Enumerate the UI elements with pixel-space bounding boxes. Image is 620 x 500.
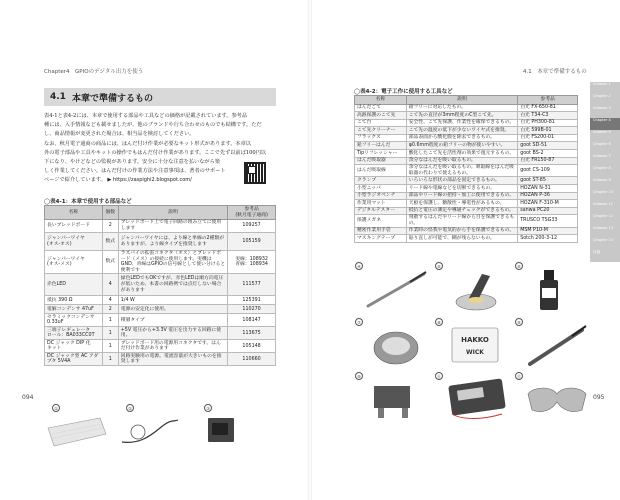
svg-text:HAKKO: HAKKO <box>461 336 489 344</box>
table-cell-ref: sanwa PC20 <box>518 207 578 215</box>
table-cell-desc: 貼り直しが可能で、糊が残らないもの。 <box>406 235 517 243</box>
table-cell-qty: 1 <box>102 353 118 366</box>
table-row <box>45 305 276 314</box>
photo-number: ⑪ <box>437 374 441 379</box>
flux-bottle-photo <box>522 266 582 314</box>
photo-number: ⑥ <box>515 262 523 270</box>
chapter-tab: Chapter 4 <box>590 118 620 130</box>
table-cell-name: 保護メガネ <box>355 215 407 227</box>
table-row <box>45 233 276 251</box>
table-row <box>45 340 276 353</box>
table-cell-name: マスキングテープ <box>355 235 407 243</box>
table-cell-name: はんだ吸取線 <box>355 165 407 177</box>
paragraph-line: 外の電子部品や工具やキットの操作でもはんだ付け作業があります。ここで先ず以前ば100円以 <box>44 149 267 156</box>
photo-number: ⑨ <box>515 318 523 326</box>
table-cell-name: こて台 <box>355 119 407 127</box>
table-row <box>355 177 578 185</box>
table-row <box>45 251 276 274</box>
table-cell-desc: 余分なはんだを吸い取るもの。吸取線をはんだ吸取器の代わりで使えるもの。 <box>406 165 517 177</box>
page-number-left: 094 <box>22 394 34 401</box>
table-cell-desc: 1/4 W <box>118 296 227 305</box>
table-cell-ref: 125391 <box>228 296 276 305</box>
table-cell-name: 小型ラジオペンチ <box>355 192 407 200</box>
col-header: 名称 <box>45 206 103 220</box>
table-cell-ref: 実線：108932 青線：108934 <box>228 251 276 274</box>
table-cell-desc: 抵抗と電圧の測定や導通チェックができるもの。 <box>406 207 517 215</box>
photo-number: ② <box>126 404 134 412</box>
table-row <box>355 215 578 227</box>
table-row <box>355 200 578 208</box>
table-cell-ref: goot BS-2 <box>518 150 578 158</box>
table-cell-name: 抵抗 390 Ω <box>45 296 103 305</box>
table-cell-qty: 2 <box>102 220 118 233</box>
table-cell-desc: φ0.6mm程度の鉛フリーの物が使いやすい。 <box>406 142 517 150</box>
table-cell-ref: 白光 599B-01 <box>518 127 578 135</box>
photo-number: ③ <box>204 404 212 412</box>
section-title: 本章で準備するもの <box>72 93 154 104</box>
desoldering-wick-photo <box>442 322 512 370</box>
table-row <box>355 235 578 243</box>
paragraph-line: 種には、入手情報なども載せましたが、他のブランドや行ち合わせのものでも結構です。ただ <box>44 122 262 129</box>
safety-glasses-photo <box>522 376 592 424</box>
table-cell-desc: 電源の安定化に使用。 <box>118 305 227 314</box>
table-cell-name: 電解コンデンサ 47uF <box>45 305 103 314</box>
paragraph-line: なお、秋月電子通商の商品には、はんだ付け作業が必要なキット形式があります。本章以 <box>44 140 251 147</box>
col-header: 名称 <box>355 96 407 105</box>
photo-number: ⑫ <box>517 374 521 379</box>
table-cell-name: デジタルテスター <box>355 207 407 215</box>
table-cell-name: 高熱保護のこて先 <box>355 112 407 120</box>
col-header: 個数 <box>102 206 118 220</box>
table-cell-name: はんだ吸取器 <box>355 157 407 165</box>
table-cell-name: DC ジャック DIP 化 キット <box>45 340 103 353</box>
intro-text <box>44 112 276 186</box>
photo-number: ④ <box>355 262 363 270</box>
table-row <box>45 353 276 366</box>
multimeter-photo <box>442 376 512 424</box>
chapter-tab: Chapter 3 <box>590 106 620 118</box>
table-row <box>45 314 276 327</box>
table-cell-ref: 108147 <box>228 314 276 327</box>
table-cell-ref: 105148 <box>228 340 276 353</box>
svg-text:WICK: WICK <box>466 349 484 356</box>
table-row <box>355 185 578 193</box>
table-cell-name: はんだごて <box>355 104 407 112</box>
table-cell-qty: 2 <box>102 305 118 314</box>
paragraph-line: しく作業してください。はんだ付けの作業方法や注意事項は、著者のサポート <box>44 168 226 175</box>
photo-number: ⑦ <box>355 318 363 326</box>
table-cell-desc: 部品表面から酸化膜を除去できるもの。 <box>406 134 517 142</box>
table-row <box>355 227 578 235</box>
tools-table <box>354 95 578 243</box>
table-cell-qty: 4 <box>102 274 118 296</box>
table-cell-name: 赤色LED <box>45 274 103 296</box>
jumper-wire-photo <box>118 414 182 448</box>
table-cell-ref: 白光 FR150-87 <box>518 157 578 165</box>
soldering-iron-tip-photo <box>362 266 432 314</box>
table-cell-qty: 数式 <box>102 251 118 274</box>
table-cell-desc: 安全性、こて先保護、作業性を確保できるもの。 <box>406 119 517 127</box>
table-cell-name: 三端子レギュレータ ロール：BA033CC0T <box>45 327 103 340</box>
chapter-tab: Chapter 1 <box>590 82 620 94</box>
table-row <box>355 127 578 135</box>
qr-code <box>244 162 266 184</box>
table-cell-name: 作業用マット <box>355 200 407 208</box>
section-number: 4.1 <box>50 92 66 102</box>
table-cell-desc: 酸化したこて先を活性剤の効果で復元するもの。 <box>406 150 517 158</box>
table-row <box>355 150 578 158</box>
table-cell-desc: 鉛フリーに対応したもの。 <box>406 104 517 112</box>
table-cell-name: 長いブレッドボード <box>45 220 103 233</box>
photo-number: ⑩ <box>355 372 363 380</box>
table-row <box>355 112 578 120</box>
chapter-tab: Chapter 11 <box>590 202 620 214</box>
table-cell-ref: MSM P10-M <box>518 227 578 235</box>
photo-number: ⑧ <box>435 318 443 326</box>
table-row <box>355 165 578 177</box>
chapter-tab: Chapter 6 <box>590 142 620 154</box>
table-cell-desc: 作業時の怪我や電気的から手を保護できるもの。 <box>406 227 517 235</box>
col-header: 説明 <box>118 206 227 220</box>
chapter-tab: Chapter 8 <box>590 166 620 178</box>
table-row <box>355 142 578 150</box>
table-row <box>355 192 578 200</box>
photo-number: ① <box>52 404 60 412</box>
table-cell-desc: 余分なはんだを吸い取るもの。 <box>406 157 517 165</box>
table-cell-desc: 飛散するはんだやリード線から目を保護できるもの。 <box>406 215 517 227</box>
running-header-right: 4.1 本章で準備するもの <box>523 69 587 75</box>
table-cell-ref: 110660 <box>228 353 276 366</box>
table-cell-desc: +5V 電圧から+3.3V 電圧を出力する回路に使用。 <box>118 327 227 340</box>
chapter-tab: Chapter 5 <box>590 130 620 142</box>
table-cell-name: ジャンパーワイヤ (オス-メス) <box>45 251 103 274</box>
table-row <box>355 119 578 127</box>
table-row <box>45 274 276 296</box>
clamp-photo <box>362 376 432 424</box>
col-header: 参考品 <box>518 96 578 105</box>
table-caption-1: ◯表4-1：本章で使用する部品など <box>44 199 132 205</box>
table-cell-ref: 白光 FS200-01 <box>518 134 578 142</box>
tip-refresher-photo <box>362 322 432 370</box>
page-number-right: 095 <box>593 394 605 401</box>
table-cell-ref: HOZAN P-36 <box>518 192 578 200</box>
table-row <box>45 220 276 233</box>
table-cell-desc: 緑色LEDでもOKですが、赤色LEDは順方向電圧が低いため、本書の回路例では点灯しない場合があります <box>118 274 227 296</box>
table-cell-name: Tipリフレッシャー <box>355 150 407 158</box>
support-url[interactable]: https://zaspighi2.blogspot.com/ <box>113 177 192 184</box>
paragraph-line: し、商品情報が変更された場合は、相当品を検討してください。 <box>44 131 195 138</box>
table-cell-qty: 1 <box>102 327 118 340</box>
table-cell-ref: 110270 <box>228 305 276 314</box>
table-cell-name: ジャンパーワイヤ (オス-オス) <box>45 233 103 251</box>
table-row <box>355 157 578 165</box>
table-cell-name: 鉛フリーはんだ <box>355 142 407 150</box>
chapter-tab: Chapter 2 <box>590 94 620 106</box>
table-cell-ref: Sotch 200-3-12 <box>518 235 578 243</box>
table-cell-qty: 1 <box>102 340 118 353</box>
table-cell-desc: 回路実験用の電源。電流容量が大きいものを推奨します <box>118 353 227 366</box>
table-cell-desc: 部品やリード線の把持・加工に使用できるもの。 <box>406 192 517 200</box>
table-cell-ref: 109257 <box>228 220 276 233</box>
paragraph-line: 表4-1と表4-2には、本章で使用する部品や工具などの価格が記載されています。参考品 <box>44 113 248 119</box>
table-cell-ref: HOZAN F-310-M <box>518 200 578 208</box>
col-header: 参考品 (秋月電子通商) <box>228 206 276 220</box>
table-cell-ref: 111577 <box>228 274 276 296</box>
table-cell-ref: goot SD-51 <box>518 142 578 150</box>
table-cell-name: 小型ニッパ <box>355 185 407 193</box>
table-cell-ref: 113675 <box>228 327 276 340</box>
breadboard-photo <box>44 414 108 448</box>
desoldering-pump-photo <box>522 322 592 370</box>
table-row <box>355 134 578 142</box>
table-cell-ref: 白光 T34-C3 <box>518 112 578 120</box>
table-cell-desc: ブレッドボード上で電子回路の組み立てに使用します <box>118 220 227 233</box>
table-cell-desc: 積層タイプ <box>118 314 227 327</box>
chapter-tab: Chapter 9 <box>590 178 620 190</box>
chapter-tab: Chapter 7 <box>590 154 620 166</box>
table-cell-name: 精密作業用手袋 <box>355 227 407 235</box>
table-cell-name: フラックス <box>355 134 407 142</box>
table-cell-desc: 天板を保護し、糖散性・導電性があるもの。 <box>406 200 517 208</box>
paragraph-line: ページで紹介しています。 ▶ https://zaspighi2.blogspot.com/ <box>44 177 192 184</box>
table-cell-ref: 105159 <box>228 233 276 251</box>
photo-number: ⑤ <box>435 262 443 270</box>
table-cell-name: DC ジャック型 AC アダ プタ 5V4A <box>45 353 103 366</box>
table-cell-name: クランプ <box>355 177 407 185</box>
table-caption-2: ◯表4-2：電子工作に使用する工具など <box>354 89 453 95</box>
table-cell-ref: TRUSCO TSG33 <box>518 215 578 227</box>
chapter-tab: Chapter 10 <box>590 190 620 202</box>
table-cell-desc: ジャンパーワイヤには、より線と単線の2種類がありますが、より線タイプを推奨します <box>118 233 227 251</box>
table-row <box>355 104 578 112</box>
table-cell-desc: いろいろな形状の部品を固定できるもの。 <box>406 177 517 185</box>
section-heading <box>44 88 276 106</box>
table-cell-qty: 数式 <box>102 233 118 251</box>
table-cell-desc: リード線や電線などを切断できるもの。 <box>406 185 517 193</box>
dc-jack-photo <box>198 414 248 448</box>
chapter-tabs <box>590 82 620 262</box>
right-page <box>310 0 620 500</box>
chapter-tab: 付録 <box>590 250 620 262</box>
table-cell-name: こて先クリーナー <box>355 127 407 135</box>
chapter-tab: Chapter 13 <box>590 226 620 238</box>
chapter-tab: Chapter 14 <box>590 238 620 250</box>
table-cell-qty: 1 <box>102 314 118 327</box>
table-cell-ref: 白光 FX-650-81 <box>518 104 578 112</box>
table-cell-qty: 4 <box>102 296 118 305</box>
table-row <box>45 327 276 340</box>
table-cell-ref: goot CS-109 <box>518 165 578 177</box>
table-row <box>45 296 276 305</box>
table-cell-ref: goot ST-85 <box>518 177 578 185</box>
table-cell-desc: ラズパイの拡張コネクタ（オス）とブレッドボード（メス）の接続に使用します。実機はGND、青線はGPIOの信号線として使い分けると便利です <box>118 251 227 274</box>
col-header: 説明 <box>406 96 517 105</box>
running-header-left: Chapter4 GPIOのデジタル出力を使う <box>44 69 144 75</box>
table-row <box>355 207 578 215</box>
chapter-tab: Chapter 12 <box>590 214 620 226</box>
table-cell-desc: こて先の温度の低下が少ないワイヤ式を推奨。 <box>406 127 517 135</box>
table-cell-desc: こて先の直径が3mm程度のC型こて先。 <box>406 112 517 120</box>
table-cell-ref: HOZAN N-31 <box>518 185 578 193</box>
table-cell-ref: 白光 PH300-81 <box>518 119 578 127</box>
table-cell-name: セラミックコンデンサ 0.33uF <box>45 314 103 327</box>
iron-stand-photo <box>442 266 512 314</box>
table-cell-desc: ブレッドボード用の電源用コネクタです。はんだ付け作業があります <box>118 340 227 353</box>
parts-table <box>44 205 276 366</box>
paragraph-line: 下になり、やけどなどの監視があります。安全に十分な注意を払いながら楽 <box>44 159 220 166</box>
